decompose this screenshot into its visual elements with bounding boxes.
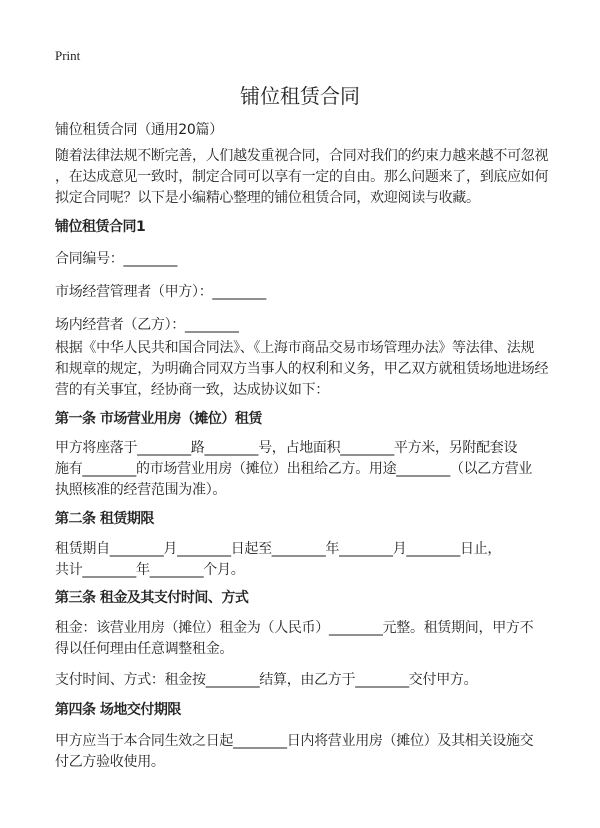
article4-body [55,731,533,773]
text-line: 执照核准的经营范围为准）。 [55,482,227,498]
intro-paragraph [55,146,548,209]
text-line: 施有________的市场营业用房（摊位）出租给乙方。用途________（以乙方营业 [55,461,533,477]
text-line: 随着法律法规不断完善，人们越发重视合同，合同对我们的约束力越来越不可忽视 [55,148,549,164]
article1-heading: 第一条 市场营业用房（摊位）租赁 [55,411,262,427]
article2-heading: 第二条 租赁期限 [55,511,154,527]
text-line: 和规章的规定，为明确合同双方当事人的权利和义务，甲乙双方就租赁场地进场经 [55,361,549,377]
text-line: 甲方将座落于________路________号，占地面积________平方米，另附配套设 [55,440,518,456]
document-title: 铺位租赁合同 [240,84,360,108]
text-line: 共计________年________个月。 [55,562,245,578]
contract-heading: 铺位租赁合同1 [55,219,146,235]
text-line: 根据《中华人民共和国合同法》、《上海市商品交易市场管理办法》等法律、法规 [55,340,535,356]
text-line: 付乙方验收使用。 [55,754,165,770]
article3-body [55,618,533,660]
article4-heading: 第四条 场地交付期限 [55,702,181,718]
article3-heading: 第三条 租金及其支付时间、方式 [55,590,249,606]
text-line: 租金：该营业用房（摊位）租金为（人民币）________元整。租赁期间，甲方不 [55,620,534,636]
text-line: 得以任何理由任意调整租金。 [55,641,234,657]
text-line: 甲方应当于本合同生效之日起________日内将营业用房（摊位）及其相关设施交 [55,733,534,749]
preamble-paragraph [55,338,548,401]
contract-number: 合同编号：________ [55,251,178,267]
text-line: 租赁期自________月________日起至________年________月________日止， [55,541,502,557]
text-line: 拟定合同呢？以下是小编精心整理的铺位租赁合同，欢迎阅读与收藏。 [55,190,480,206]
text-line: ，在达成意见一致时，制定合同可以享有一定的自由。那么问题来了，到底应如何 [55,169,549,185]
article2-body [55,539,501,581]
subtitle: 铺位租赁合同（通用20篇） [55,122,223,138]
party-a: 市场经营管理者（甲方）：________ [55,284,266,300]
text-line: 营的有关事宜，经协商一致，达成协议如下： [55,382,329,398]
article3-payment: 支付时间、方式：租金按________结算，由乙方于________交付甲方。 [55,672,478,688]
print-link[interactable]: Print [55,48,81,63]
article1-body [55,438,532,501]
party-b: 场内经营者（乙方）：________ [55,317,239,333]
